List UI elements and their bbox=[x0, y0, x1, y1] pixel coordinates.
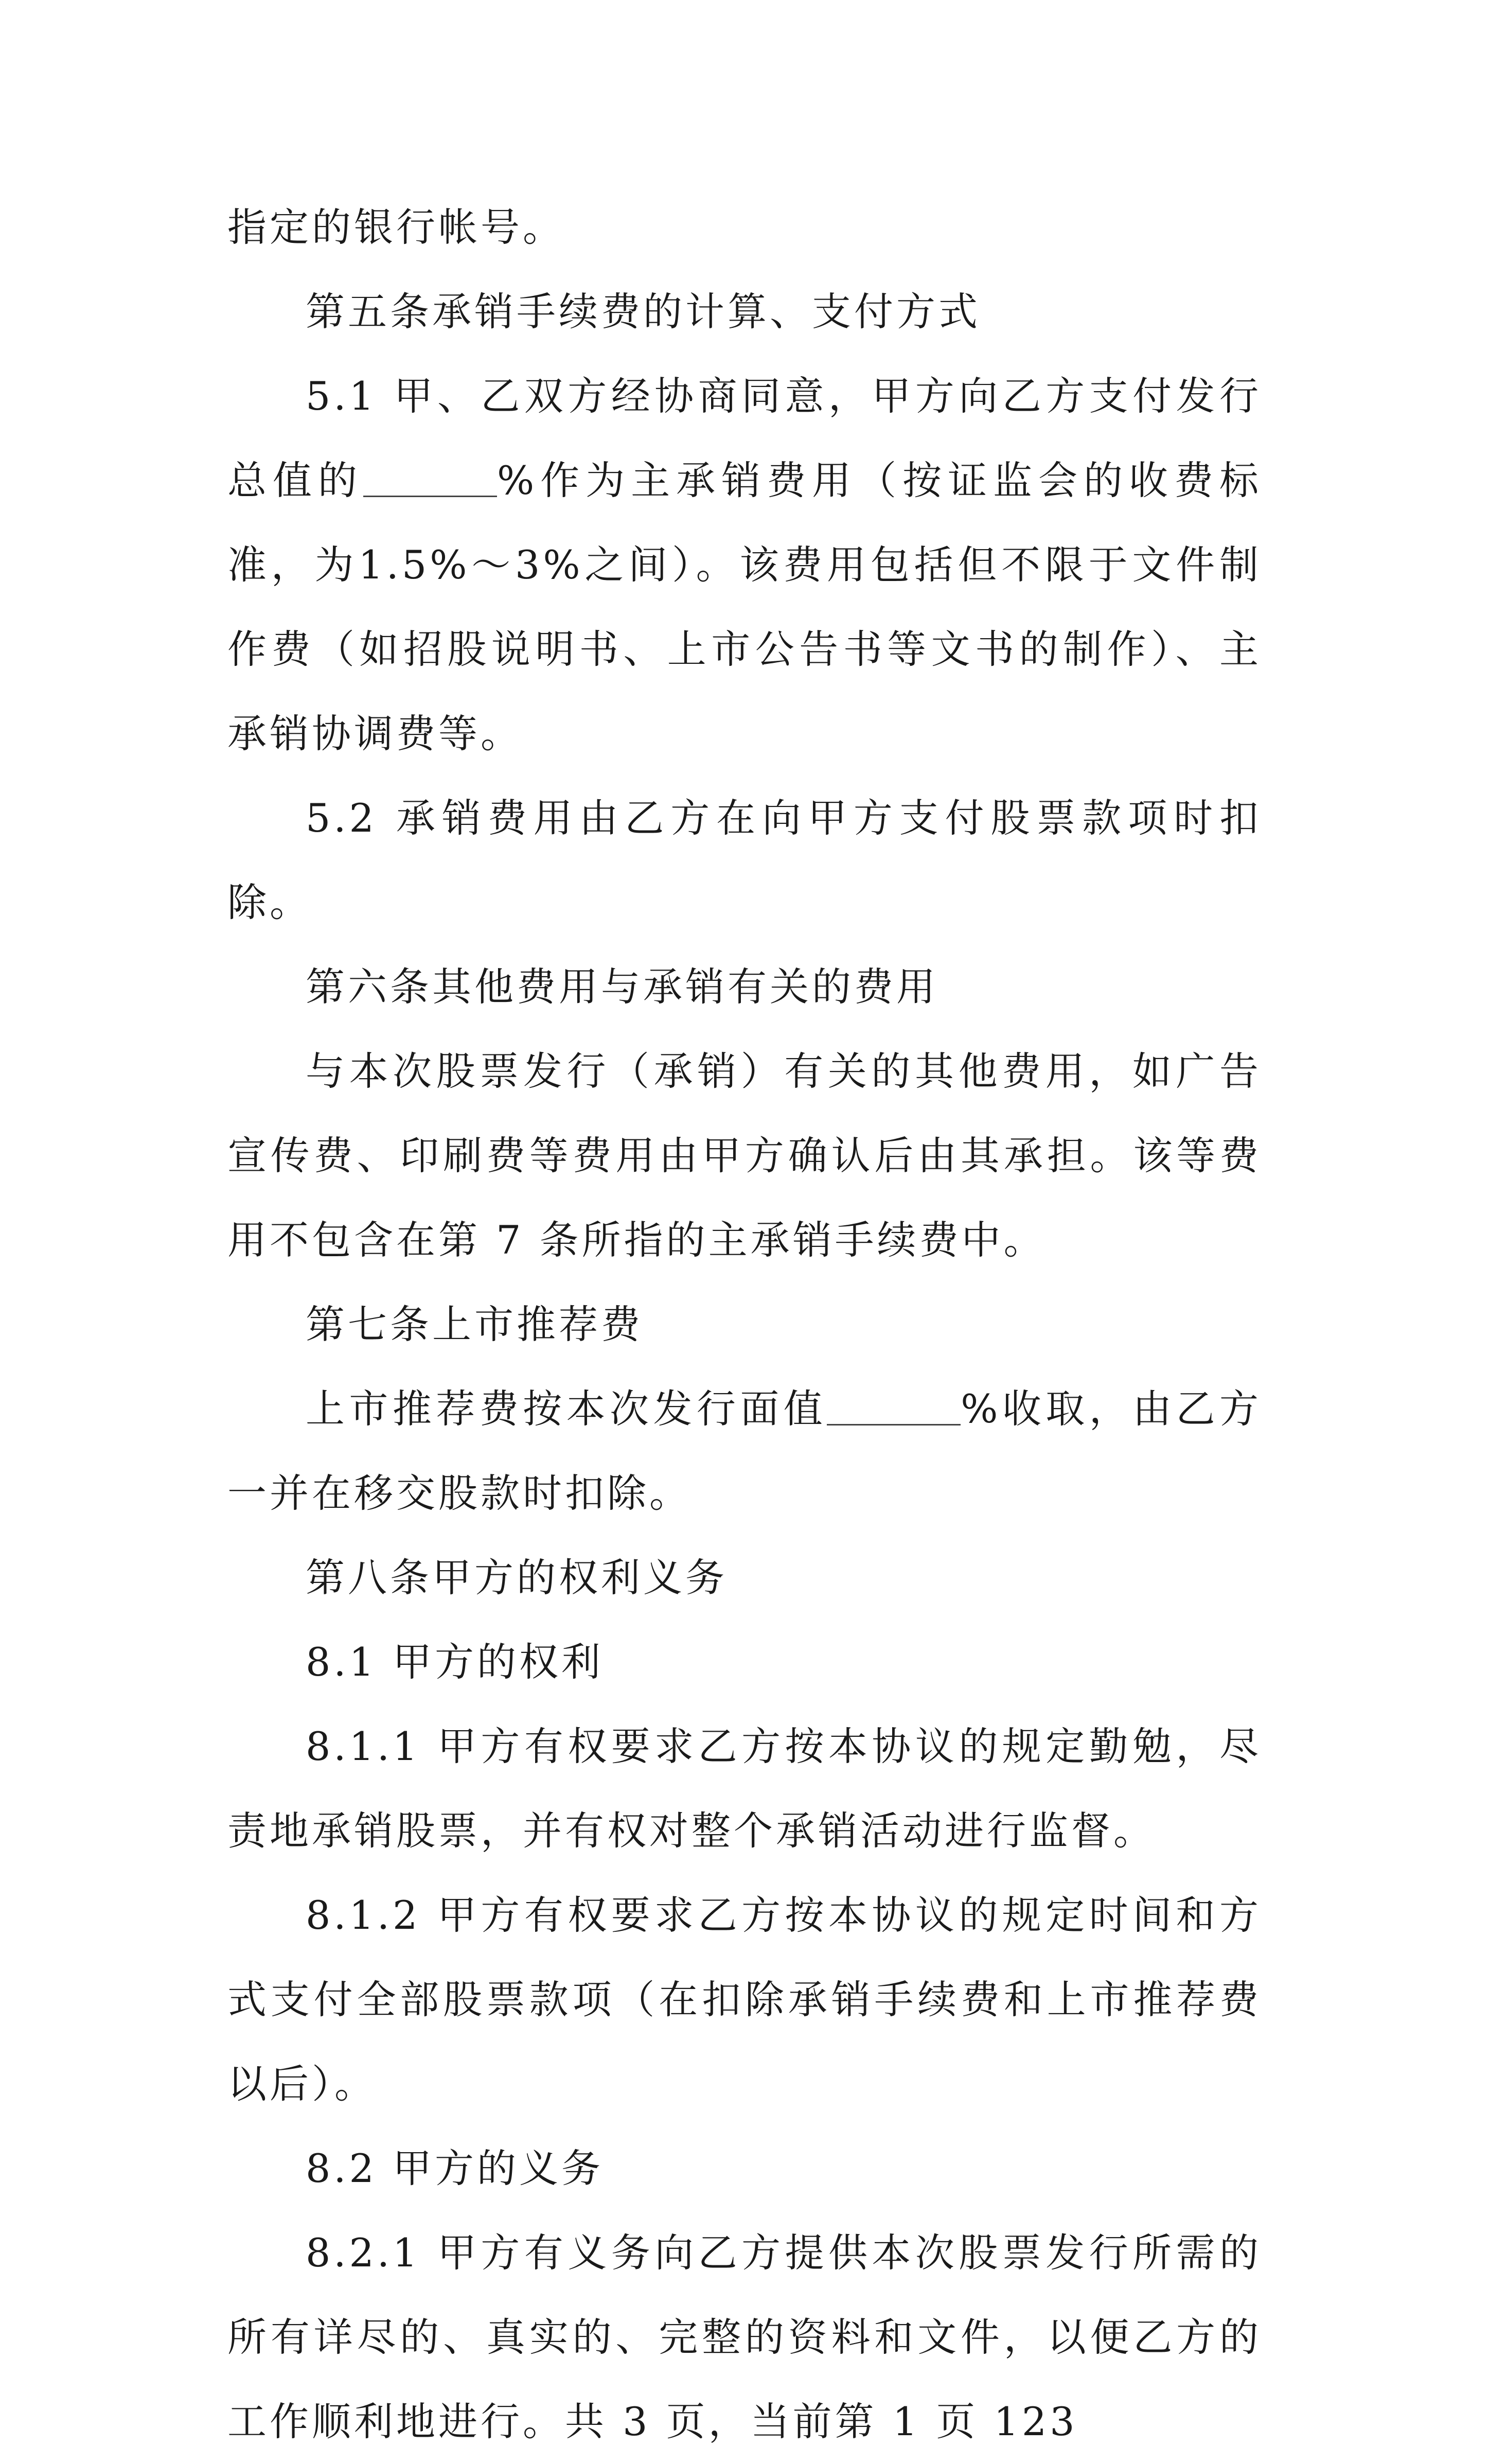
paragraph-bank-account: 指定的银行帐号。 bbox=[227, 204, 565, 250]
heading-article-8: 第八条甲方的权利义务 bbox=[306, 1555, 728, 1600]
paragraph-5-1-end: %作为主承销费用（按证监会的收费标准，为1.5%～3%之间）。该费用包括但不限于文件制作费（如招股说明书、上市公告书等文书的制作）、主承销协调费等。 bbox=[227, 457, 1262, 756]
heading-8-2: 8.2 甲方的义务 bbox=[306, 2145, 604, 2191]
paragraph-article-7-body bbox=[227, 1367, 1262, 1536]
heading-8-1: 8.1 甲方的权利 bbox=[306, 1639, 604, 1685]
paragraph-article-7-start: 上市推荐费按本次发行面值 bbox=[306, 1386, 827, 1432]
fill-in-blank-listing-fee-rate bbox=[827, 1385, 961, 1425]
document-body bbox=[227, 185, 1262, 2464]
heading-article-6: 第六条其他费用与承销有关的费用 bbox=[306, 964, 938, 1010]
fill-in-blank-underwriting-rate bbox=[363, 456, 497, 497]
paragraph-5-1-start: 5.1 甲、乙双方经协商同意，甲方向乙方支付发行总值的 bbox=[227, 373, 1262, 503]
paragraph-8-2-1: 8.2.1 甲方有义务向乙方提供本次股票发行所需的所有详尽的、真实的、完整的资料和文件，以便乙方的工作顺利地进行。共 3 页，当前第 1 页 123 bbox=[227, 2230, 1262, 2444]
paragraph-5-1 bbox=[227, 354, 1262, 776]
paragraph-article-7-end: %收取，由乙方一并在移交股款时扣除。 bbox=[227, 1386, 1262, 1516]
heading-article-5: 第五条承销手续费的计算、支付方式 bbox=[306, 289, 981, 335]
paragraph-8-1-1: 8.1.1 甲方有权要求乙方按本协议的规定勤勉，尽责地承销股票，并有权对整个承销活动进行监督。 bbox=[227, 1723, 1262, 1854]
paragraph-5-2: 5.2 承销费用由乙方在向甲方支付股票款项时扣除。 bbox=[227, 795, 1262, 925]
heading-article-7: 第七条上市推荐费 bbox=[306, 1301, 643, 1347]
paragraph-8-1-2: 8.1.2 甲方有权要求乙方按本协议的规定时间和方式支付全部股票款项（在扣除承销手续费和上市推荐费以后）。 bbox=[227, 1892, 1262, 2107]
paragraph-article-6-body: 与本次股票发行（承销）有关的其他费用，如广告宣传费、印刷费等费用由甲方确认后由其承担。该等费用不包含在第 7 条所指的主承销手续费中。 bbox=[227, 1048, 1262, 1263]
